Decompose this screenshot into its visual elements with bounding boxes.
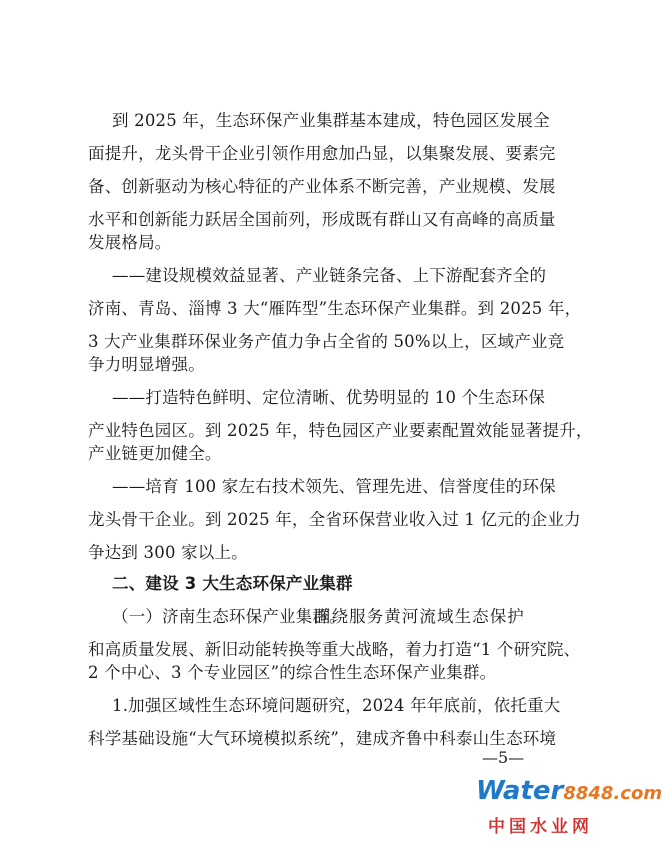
paragraph-5-line-1-rest: 围绕服务黄河流域生态保护 [314, 607, 524, 626]
paragraph-4-line-2: 龙头骨干企业。到 2025 年，全省环保营业收入过 1 亿元的企业力 [88, 510, 581, 529]
paragraph-1-line-5: 发展格局。 [88, 233, 172, 252]
paragraph-1-line-2: 面提升，龙头骨干企业引领作用愈加凸显，以集聚发展、要素完 [88, 144, 556, 163]
paragraph-3-line-3: 产业链更加健全。 [88, 444, 222, 463]
paragraph-2-line-2: 济南、青岛、淄博 3 大“雁阵型”生态环保产业集群。到 2025 年， [88, 299, 582, 318]
page-number: —5— [482, 748, 525, 767]
paragraph-5-line-2: 和高质量发展、新旧动能转换等重大战略，着力打造“1 个研究院、 [88, 640, 581, 659]
paragraph-6-line-2: 科学基础设施“大气环境模拟系统”，建成齐鲁中科泰山生态环境 [88, 729, 557, 748]
logo-number: 8848 [563, 783, 614, 804]
paragraph-4-line-1: ——培育 100 家左右技术领先、管理先进、信誉度佳的环保 [112, 477, 556, 496]
paragraph-1-line-3: 备、创新驱动为核心特征的产业体系不断完善，产业规模、发展 [88, 177, 556, 196]
paragraph-2-line-1: ——建设规模效益显著、产业链条完备、上下游配套齐全的 [112, 266, 547, 285]
logo-suffix: .com [613, 783, 662, 804]
paragraph-5-line-3: 2 个中心、3 个专业园区”的综合性生态环保产业集群。 [88, 663, 497, 682]
logo-cn-name: 中国水业网 [488, 817, 593, 837]
section-heading-2: 二、建设 3 大生态环保产业集群 [112, 574, 353, 593]
paragraph-1-line-4: 水平和创新能力跃居全国前列，形成既有群山又有高峰的高质量 [88, 210, 556, 229]
paragraph-3-line-1: ——打造特色鲜明、定位清晰、优势明显的 10 个生态环保 [112, 388, 546, 407]
subsection-heading-1: （一）济南生态环保产业集群。 [112, 607, 346, 626]
logo-word: Water [476, 776, 564, 806]
paragraph-2-line-3: 3 大产业集群环保业务产值力争占全省的 50%以上，区域产业竞 [88, 332, 565, 351]
paragraph-3-line-2: 产业特色园区。到 2025 年，特色园区产业要素配置效能显著提升， [88, 421, 593, 440]
water8848-logo [476, 776, 662, 842]
paragraph-1-line-1: 到 2025 年，生态环保产业集群基本建成，特色园区发展全 [112, 111, 550, 130]
paragraph-2-line-4: 争力明显增强。 [88, 355, 205, 374]
paragraph-6-line-1: 1.加强区域性生态环境问题研究，2024 年年底前，依托重大 [112, 696, 561, 715]
paragraph-4-line-3: 争达到 300 家以上。 [88, 543, 248, 562]
